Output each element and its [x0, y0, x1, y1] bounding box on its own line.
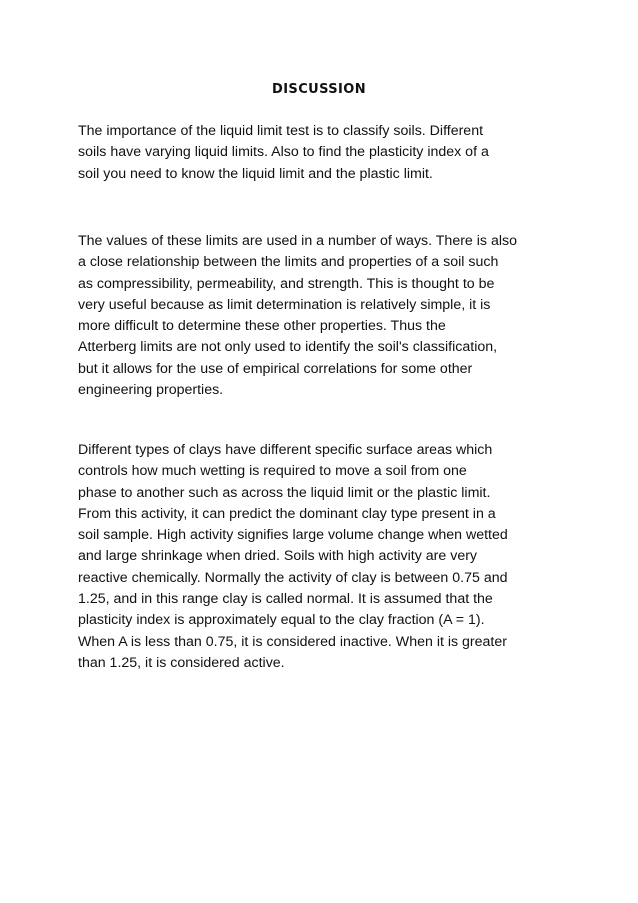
paragraph-line: reactive chemically. Normally the activity of clay is between 0.75 and	[78, 569, 508, 586]
paragraph-line: very useful because as limit determination is relatively simple, it is	[78, 296, 491, 313]
paragraph-line: phase to another such as across the liquid limit or the plastic limit.	[78, 484, 491, 501]
paragraph-line: as compressibility, permeability, and strength. This is thought to be	[78, 275, 495, 292]
paragraph-line: The importance of the liquid limit test is to classify soils. Different	[78, 123, 484, 139]
paragraph-line: When A is less than 0.75, it is considered inactive. When it is greater	[78, 633, 507, 650]
paragraph-line: soil you need to know the liquid limit and the plastic limit.	[78, 165, 433, 182]
paragraph-line: engineering properties.	[78, 382, 224, 399]
paragraph-line: From this activity, it can predict the dominant clay type present in a	[78, 505, 496, 522]
paragraph-limit-values	[78, 231, 568, 401]
paragraph-line: Atterberg limits are not only used to identify the soil's classification,	[78, 339, 498, 356]
paragraph-line: soils have varying liquid limits. Also to find the plasticity index of a	[78, 144, 489, 161]
page-title: DISCUSSION	[272, 82, 366, 97]
paragraph-line: but it allows for the use of empirical correlations for some other	[78, 360, 473, 377]
paragraph-line: soil sample. High activity signifies large volume change when wetted	[78, 527, 508, 544]
paragraph-liquid-limit-importance	[78, 121, 568, 185]
paragraph-line: a close relationship between the limits and properties of a soil such	[78, 254, 499, 271]
paragraph-line: controls how much wetting is required to move a soil from one	[78, 463, 467, 480]
paragraph-line: than 1.25, it is considered active.	[78, 654, 285, 671]
paragraph-line: 1.25, and in this range clay is called normal. It is assumed that the	[78, 591, 493, 608]
paragraph-line: plasticity index is approximately equal to the clay fraction (A = 1).	[78, 612, 485, 629]
paragraph-line: Different types of clays have different specific surface areas which	[78, 442, 493, 458]
paragraph-line: more difficult to determine these other properties. Thus the	[78, 318, 446, 335]
paragraph-clay-activity	[78, 440, 568, 674]
paragraph-line: and large shrinkage when dried. Soils with high activity are very	[78, 548, 478, 565]
paragraph-line: The values of these limits are used in a number of ways. There is also	[78, 233, 517, 249]
